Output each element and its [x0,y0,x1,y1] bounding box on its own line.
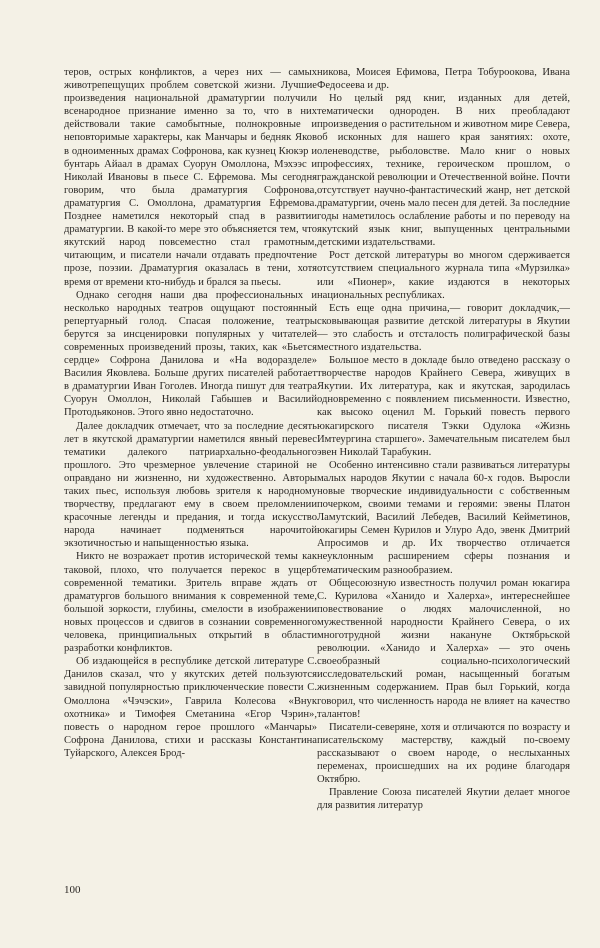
paragraph: Есть еще одна причина,— говорит докладчик,— сковывающая развитие детской литературы в Якутии — это слабость и отсталость полиграфической базы местного издательства. [317,302,570,353]
paragraph: Общесоюзную известность получил роман юкагира С. Курилова «Ханидо и Халерха», интереснейшее повествование о людях малочисленной, но мужественной народности Крайнего Севера, о их многотрудной жизни накануне Октябрьской революции. «Ханидо и Халерха» — это очень своеобразный социально-психологический исследовательский роман, насыщенный богатым жизненным содержанием. Прав был Горький, когда говорил, что численность народа не влияет на качество талантов! [317,577,570,720]
paragraph: Большое место в докладе было отведено рассказу о творчестве народов Крайнего Севера, живущих в Якутии. Их литература, как и якутская, зародилась одновременно с появлением письменности. Известно, как высоко оценил М. Горький повесть первого юкагирского писателя Тэкки Одулока «Жизнь Имтеургина старшего». Замечательным писателем был эвен Николай Тарабукин. [317,355,570,458]
right-column [317,66,570,908]
paragraph: Далее докладчик отмечает, что за последние десять лет в якутской драматургии наметился явный перевес тематики далекого патриархально-феодального прошлого. Это чрезмерное увлечение стариной не оправдано ни жизненно, ни художественно. Авторы таких пьес, используя любовь зрителя к народному творчеству, предлагают ему в своем преломлении красочные легенды и предания, и тогда искусство народа начинает подменяться нарочитой экзотичностью и напыщенностью языка. [64,420,317,550]
paragraph: теров, острых конфликтов, а через них — самых животрепещущих проблем советской жизни. Лучшие произведения национальной драматургии получили всенародное признание именно за то, что в них действовали такие самобытные, полнокровные и неповторимые характеры, как Манчары и бедняк Яков в одноименных драмах Софронова, как кузнец Кюкэр и бунтарь Айаал в драмах Суорун Омоллона, Мэхээс и Николай Ивановы в пьесе С. Ефремова. Мы сегодня говорим, что была драматургия Софронова, драматургия С. Омоллона, драматургия Ефремова. Позднее наметился некоторый спад в развитии драматургии. В какой-то мере это объясняется тем, что якутский народ повсеместно стал грамотным, читающим, и писатели начали отдавать предпочтение прозе, поэзии. Драматургия оказалась в тени, хотя время от времени кто-нибудь и брался за пьесы. [64,67,317,288]
paragraph: Особенно интенсивно стали развиваться литературы малых народов Якутии с начала 60-х годов. Выросли новые творческие индивидуальности с собственным почерком, своими темами и героями: эвены Платон Ламутский, Василий Лебедев, Василий Кейметинов, юкагиры Семен Курилов и Улуро Адо, эвенк Дмитрий Апросимов и др. Их творчество отличается неуклонным расширением сферы познания и тематическим разнообразием. [317,459,570,576]
paragraph: Рост детской литературы во многом сдерживается отсутствием специального журнала типа «Мурзилка» или «Пионер», какие издаются в некоторых национальных республиках. [317,250,570,301]
paragraph: Писатели-северяне, хотя и отличаются по возрасту и писательскому мастерству, каждый по-своему рассказывают о своем народе, о неслыханных переменах, происшедших на их родине благодаря Октябрю. [317,721,570,786]
paragraph: Об издающейся в республике детской литературе С. Данилов сказал, что у якутских детей пользуются завидной популярностью приключенческие повести С. Омоллона «Чэчэски», Гаврила Колесова «Внук охотника» и Тимофея Сметанина «Егор Чэрин», повесть о народном герое прошлого «Манчары» Софрона Данилова, стихи и рассказы Константина Туйарского, Алексея Брод- [64,656,317,759]
paragraph: Никто не возражает против исторической темы как таковой, плохо, что получается перекос в ущерб современной тематики. Зритель вправе ждать от драматургов большого внимания к современной теме, большой зоркости, глубины, смелости в изображении новых процессов и сдвигов в сознании современного человека, принципиальных открытий в области разработки конфликтов. [64,551,317,655]
paragraph: Но целый ряд книг, изданных для детей, тематически однороден. В них преобладают произведения о растительном и животном мире Севера, об исконных для нашего края занятиях: охоте, оленеводстве, рыболовстве. Мало книг о новых профессиях, технике, героическом прошлом, о гражданской революции и Отечественной войне. Почти отсутствует научно-фантастический жанр, нет детской драматургии, очень мало песен для детей. За последние годы наметилось ослабление работы и по переводу на якутский язык книг, выпущенных центральными детскими издательствами. [317,93,570,249]
paragraph: никова, Моисея Ефимова, Петра Тобуроокова, Ивана Федосеева и др. [317,67,570,92]
left-column [64,66,317,908]
page-number: 100 [64,884,81,896]
paragraph: Однако сегодня наши два профессиональных и несколько народных театров ощущают постоянный репертуарный голод. Спасая положение, театры берутся за инсценировки популярных у читателей современных произведений прозы, таких, как «Бьется сердце» Софрона Данилова и «На водоразделе» Василия Яковлева. Больше других писателей работает в драматургии Иван Гоголев. Иногда пишут для театра Суорун Омоллон, Николай Габышев и Василий Протодьяконов. Этого явно недостаточно. [64,289,317,419]
paragraph: Правление Союза писателей Якутии делает многое для развития литератур [317,787,570,812]
